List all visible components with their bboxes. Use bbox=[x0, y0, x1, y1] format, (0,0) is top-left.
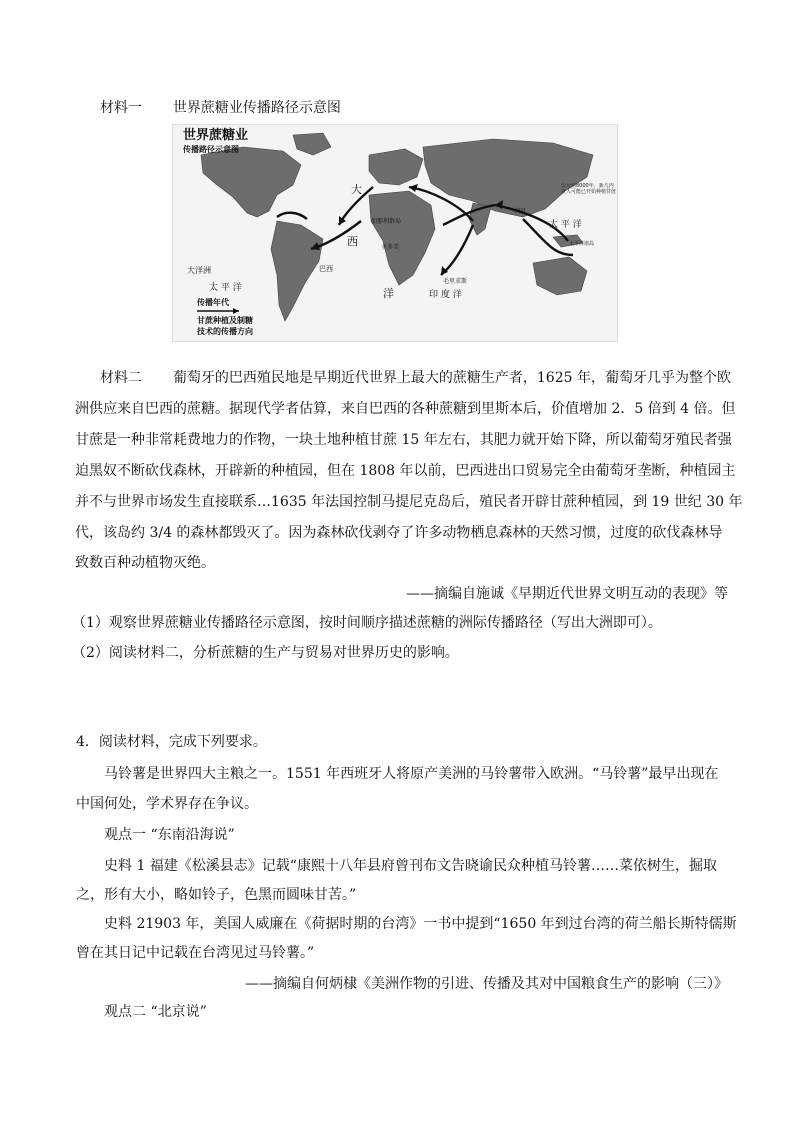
material1-title: 世界蔗糖业传播路径示意图 bbox=[172, 100, 341, 116]
legend-arrow-icon bbox=[197, 308, 239, 314]
q4-view1: 观点一 “东南沿海说” bbox=[104, 827, 235, 843]
legend-desc-2: 技术的传播方向 bbox=[197, 327, 253, 336]
q4-intro-0: 马铃薯是世界四大主粮之一。1551 年西班牙人将原产美洲的马铃薯带入欧洲。“马铃薯”最早出现在 bbox=[104, 766, 719, 782]
atlantic-label-2: 西 bbox=[347, 235, 358, 248]
material2-line-3: 迫黑奴不断砍伐森林，开辟新的种植园，但在 1808 年以前，巴西进出口贸易完全由葡萄牙垄断，种植园主 bbox=[75, 463, 736, 479]
material2-label: 材料二 bbox=[100, 370, 142, 386]
material1-label: 材料一 bbox=[100, 100, 142, 116]
sugar-spread-map bbox=[172, 124, 618, 342]
route-to-mauritius bbox=[441, 225, 473, 275]
indian-ocean-label: 印 度 洋 bbox=[429, 290, 462, 300]
map-subtitle: 传播路径示意图 bbox=[183, 145, 239, 154]
q4-hist2-0: 史料 21903 年，美国人威廉在《荷据时期的台湾》一书中提到“1650 年到过台湾的荷兰船长斯特儒斯 bbox=[104, 916, 737, 932]
route-caribbean bbox=[277, 213, 307, 219]
oceania-label: 大洋洲 bbox=[187, 266, 211, 275]
material2-line-5: 代，该岛约 3/4 的森林都毁灭了。因为森林砍伐剥夺了许多动物栖息森林的天然习惯，过度的砍伐森林导 bbox=[75, 525, 723, 541]
material2-line-4: 并不与世界市场发生直接联系…1635 年法国控制马提尼克岛后，殖民者开辟甘蔗种植园，到 19 世纪 30 年 bbox=[75, 494, 743, 510]
material2-line-6: 致数百种动植物灭绝。 bbox=[75, 555, 215, 571]
material1-heading bbox=[100, 98, 341, 118]
map-title: 世界蔗糖业 bbox=[183, 128, 249, 143]
origin-note: 公元前8000年，新几内亚人可能已开始种植甘蔗 bbox=[561, 183, 617, 195]
material2-line-1: 洲供应来自巴西的蔗糖。据现代学者估算，来自巴西的各种蔗糖到里斯本后，价值增加 2．5 倍到 4 倍。但 bbox=[75, 401, 736, 417]
sao-tome-label: 圣多美 bbox=[381, 244, 400, 251]
q4-source: ——摘编自何炳棣《美洲作物的引进、传播及其对中国粮食生产的影响（三）》 bbox=[245, 976, 728, 992]
africa-shape bbox=[369, 191, 435, 285]
legend-title: 传播年代 bbox=[197, 298, 229, 307]
material2-line-0 bbox=[100, 368, 731, 388]
pacific-right-label: 太 平 洋 bbox=[549, 220, 582, 230]
q4-hist2-1: 曾在其日记中记载在台湾见过马铃薯。” bbox=[76, 945, 315, 961]
mauritius-label: 毛里求斯 bbox=[443, 278, 468, 285]
brazil-label: 巴西 bbox=[319, 265, 333, 273]
world-map-figure bbox=[173, 125, 617, 341]
material2-source: ——摘编自施诚《早期近代世界文明互动的表现》等 bbox=[406, 586, 728, 602]
q4-hist1-1: 之，形有大小，略如铃子，色黑而圆味甘苦。” bbox=[76, 887, 357, 903]
question-1: （1）观察世界蔗糖业传播路径示意图，按时间顺序描述蔗糖的洲际传播路径（写出大洲即可）。 bbox=[72, 615, 662, 631]
greenland-shape bbox=[293, 133, 331, 155]
pacific-left-label: 太 平 洋 bbox=[209, 283, 242, 293]
north-america-shape bbox=[201, 147, 301, 217]
pacific-islands-label: 太平洋诸岛 bbox=[569, 241, 595, 247]
question-2: （2）阅读材料二，分析蔗糖的生产与贸易对世界历史的影响。 bbox=[72, 645, 459, 661]
legend-desc-1: 甘蔗种植及制糖 bbox=[197, 316, 253, 325]
q4-view2: 观点二 “北京说” bbox=[104, 1004, 207, 1020]
australia-shape bbox=[533, 257, 587, 295]
atlantic-label-1: 大 bbox=[351, 183, 362, 196]
china-label: 中国 bbox=[513, 208, 526, 215]
south-america-shape bbox=[271, 221, 323, 321]
canary-label: 加那利群岛 bbox=[371, 218, 402, 225]
q4-intro-1: 中国何处，学术界存在争议。 bbox=[76, 796, 258, 812]
q4-hist1-0: 史料 1 福建《松溪县志》记载“康熙十八年县府曾刊布文告晓谕民众种植马铃薯……菜依树生，掘取 bbox=[104, 858, 717, 874]
q4-heading: 4．阅读材料，完成下列要求。 bbox=[76, 734, 267, 750]
material2-text-0: 葡萄牙的巴西殖民地是早期近代世界上最大的蔗糖生产者，1625 年，葡萄牙几乎为整个欧 bbox=[172, 370, 731, 386]
atlantic-label-3: 洋 bbox=[383, 287, 394, 300]
europe-shape bbox=[369, 149, 423, 185]
material2-line-2: 甘蔗是一种非常耗费地力的作物，一块土地种植甘蔗 15 年左右，其肥力就开始下降，所以葡萄牙殖民者强 bbox=[75, 432, 732, 448]
